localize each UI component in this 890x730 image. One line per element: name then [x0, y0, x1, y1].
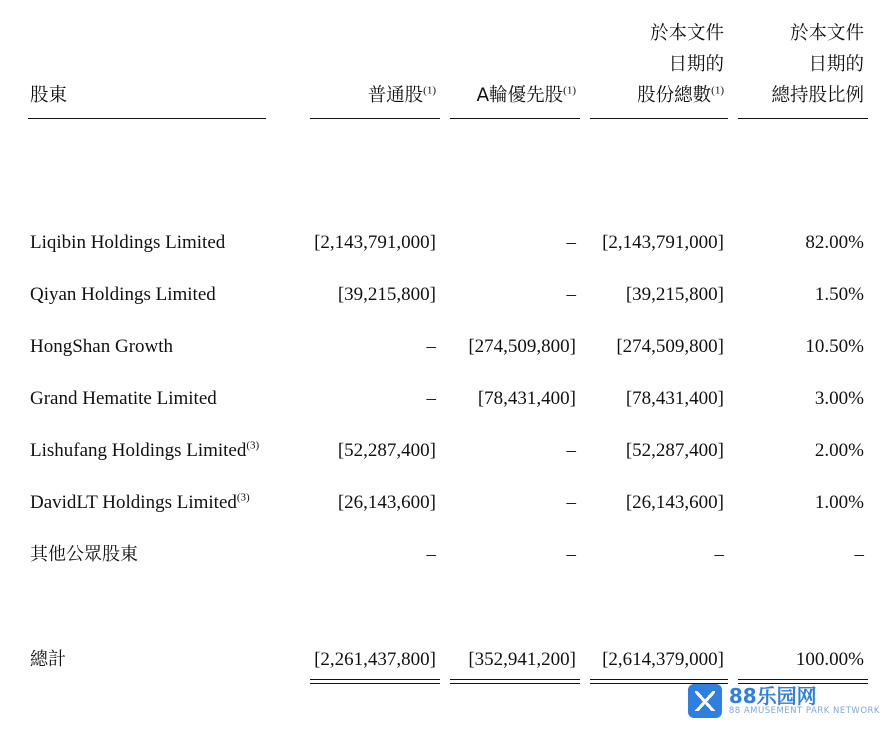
- shareholding-table: [28, 18, 868, 687]
- watermark-text: [729, 686, 880, 716]
- row-total-shares: –: [714, 544, 724, 565]
- row-preferred-shares: [274,509,800]: [468, 336, 576, 357]
- footnote-marker: (3): [236, 491, 250, 504]
- row-ordinary-shares: [39,215,800]: [337, 284, 436, 305]
- row-preferred-shares: –: [566, 492, 576, 513]
- watermark-title: 88乐园网: [728, 684, 817, 709]
- total-rule-shareholder: [28, 679, 300, 687]
- footnote-marker: (1): [423, 84, 436, 97]
- row-shareholder-name: Liqibin Holdings Limited: [30, 232, 226, 253]
- row-ordinary-shares: –: [426, 544, 436, 565]
- row-total-shares: [274,509,800]: [616, 336, 724, 357]
- total-row: [28, 627, 868, 679]
- total-rule-ordinary: [300, 679, 440, 687]
- spacer-cell: [28, 119, 868, 217]
- row-total-shares: [2,143,791,000]: [602, 232, 724, 253]
- row-total-shares: [78,431,400]: [625, 388, 724, 409]
- row-ordinary-shares: –: [426, 388, 436, 409]
- row-preferred-shares: –: [566, 440, 576, 461]
- row-percentage: 1.50%: [814, 284, 864, 305]
- table-row: [28, 321, 868, 373]
- table-row: [28, 477, 868, 529]
- row-preferred-shares: –: [566, 544, 576, 565]
- table-row: [28, 269, 868, 321]
- row-percentage: 3.00%: [814, 388, 864, 409]
- column-header-shareholder: 股東: [30, 85, 68, 106]
- row-shareholder-name: 其他公眾股東: [30, 544, 138, 565]
- table-header: [28, 18, 868, 119]
- row-percentage: 2.00%: [814, 440, 864, 461]
- total-total-shares: [2,614,379,000]: [602, 649, 724, 670]
- total-double-rule-row: [28, 679, 868, 687]
- row-shareholder-name: DavidLT Holdings Limited$^{(3)}$: [30, 491, 250, 513]
- table-row: [28, 425, 868, 477]
- total-rule-total: [580, 679, 728, 687]
- table-body: [28, 119, 868, 687]
- total-ordinary-shares: [2,261,437,800]: [314, 649, 436, 670]
- footnote-marker: (3): [246, 439, 260, 452]
- row-total-shares: [39,215,800]: [625, 284, 724, 305]
- table-row: [28, 373, 868, 425]
- row-shareholder-name: Lishufang Holdings Limited$^{(3)}$: [30, 439, 260, 461]
- table-row: [28, 529, 868, 581]
- watermark-subtitle: 88 AMUSEMENT PARK NETWORK: [728, 706, 880, 717]
- row-ordinary-shares: [52,287,400]: [337, 440, 436, 461]
- row-ordinary-shares: [26,143,600]: [337, 492, 436, 513]
- header-body-spacer: [28, 119, 868, 217]
- row-percentage: 1.00%: [814, 492, 864, 513]
- row-preferred-shares: –: [566, 232, 576, 253]
- column-header-total-shares: 於本文件 日期的 股份總數$^{(1)}$: [637, 23, 724, 106]
- row-shareholder-name: Qiyan Holdings Limited: [30, 284, 216, 305]
- row-preferred-shares: [78,431,400]: [477, 388, 576, 409]
- row-total-shares: [52,287,400]: [625, 440, 724, 461]
- total-rule-preferred: [440, 679, 580, 687]
- total-rule-percent: [728, 679, 868, 687]
- total-percentage: 100.00%: [795, 649, 864, 670]
- column-header-ordinary-shares: 普通股$^{(1)}$: [367, 84, 436, 106]
- row-percentage: –: [854, 544, 864, 565]
- row-ordinary-shares: [2,143,791,000]: [314, 232, 436, 253]
- row-shareholder-name: HongShan Growth: [30, 336, 174, 357]
- row-percentage: 82.00%: [805, 232, 864, 253]
- column-header-shareholding-percentage: 於本文件 日期的 總持股比例: [771, 23, 864, 106]
- total-preferred-shares: [352,941,200]: [468, 649, 576, 670]
- footnote-marker: (1): [563, 84, 576, 97]
- row-preferred-shares: –: [566, 284, 576, 305]
- watermark: [688, 684, 880, 718]
- spacer-cell: [28, 581, 868, 627]
- column-header-series-a-preferred: A輪優先股$^{(1)}$: [476, 84, 576, 106]
- table-row: [28, 217, 868, 269]
- row-total-shares: [26,143,600]: [625, 492, 724, 513]
- footnote-marker: (1): [711, 84, 724, 97]
- row-ordinary-shares: –: [426, 336, 436, 357]
- watermark-logo-icon: [688, 684, 722, 718]
- total-label: 總計: [30, 649, 66, 670]
- total-spacer: [28, 581, 868, 627]
- row-percentage: 10.50%: [805, 336, 864, 357]
- row-shareholder-name: Grand Hematite Limited: [30, 388, 217, 409]
